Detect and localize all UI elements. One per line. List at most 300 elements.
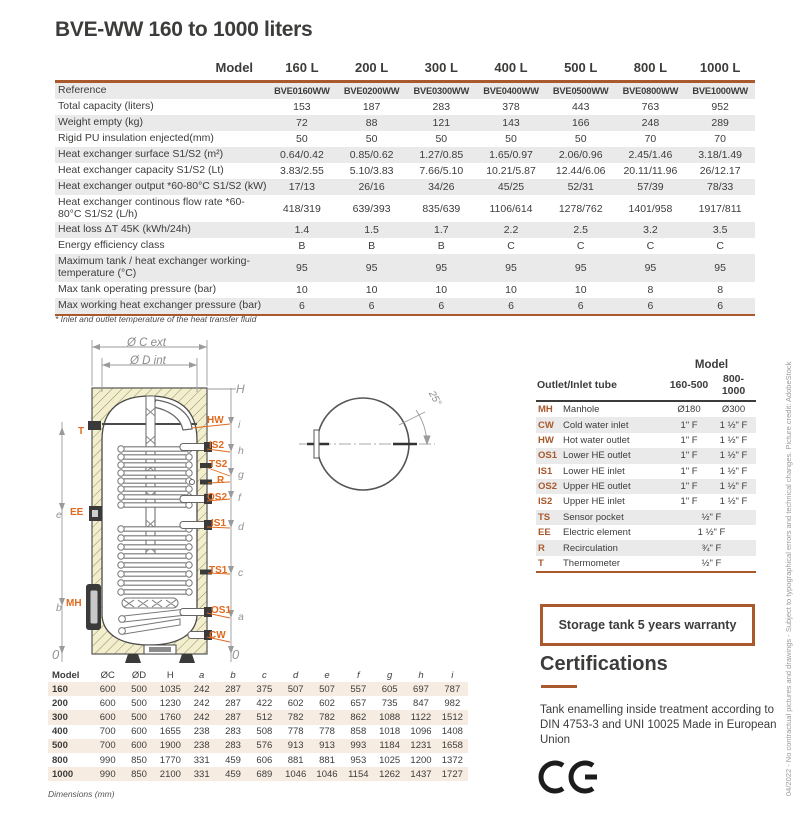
center-pipe [146,396,155,558]
spec-cell: 283 [432,100,451,113]
dims-cell: 787 [444,683,461,695]
dims-cell: 990 [99,754,116,766]
coil-row [118,478,192,484]
dims-row [48,710,468,724]
dims-cell: 1727 [441,768,463,780]
tube-code: OS2 [538,481,558,493]
dims-header-h: h [418,669,424,681]
spec-row [55,131,755,147]
spec-row [55,298,755,315]
side-note: 04/2022 - No contractual pictures and drawings - Subject to typographical errors and technical changes. Picture credit: AdobeStock [784,361,793,796]
spec-cell: 95 [296,262,308,274]
tube-value-2: 1 ½" F [719,450,748,462]
tube-row [536,540,756,555]
port-label-os1: OS1 [211,605,232,616]
coil-row [118,553,192,559]
spec-cell: 45/25 [497,180,525,193]
dims-cell: 993 [350,740,367,752]
dims-cell: 508 [256,726,273,738]
spec-row [55,99,755,115]
spec-cell: 95 [644,262,657,274]
spec-cell: 10 [365,283,378,296]
dims-cell: 1096 [410,726,432,738]
tube-code: TS [538,511,551,523]
spec-cell: 2.5 [573,224,589,237]
dims-header-ØD: ØD [131,669,147,681]
dims-cell: 242 [193,683,210,695]
spec-row-label: Heat exchanger capacity S1/S2 (Lt) [58,163,224,176]
tube-label: Recirculation [563,542,618,554]
dims-cell: 1512 [441,711,463,723]
dim-letter-h: h [238,445,244,457]
dims-cell: 459 [225,754,241,766]
dims-header-e: e [324,669,330,681]
tube-col1-header: Outlet/Inlet tube [536,372,667,401]
coil-row [118,470,192,476]
spec-cell: BVE0160WW [274,85,330,96]
port-label-is2: IS2 [209,440,225,451]
tube-value-1: 1" F [680,465,698,477]
dims-cell: 507 [319,683,335,695]
dims-header-Model: Model [52,669,80,681]
dims-cell: 512 [256,711,273,723]
spec-cell: B [437,240,445,253]
tube-code: OS1 [538,450,558,462]
angle-label: 25° [426,389,444,408]
dims-header-i: i [451,669,454,681]
dims-cell: 375 [256,683,273,695]
spec-row-label: Maximum tank / heat exchanger working-temperature (°C) [58,255,250,279]
dims-cell: 1262 [379,768,401,780]
dims-cell: 238 [193,740,210,752]
dims-cell: 697 [413,683,429,695]
dims-cell: 576 [256,740,273,752]
spec-model-col-6: 1000 L [699,60,741,75]
dimensions-footnote: Dimensions (mm) [48,789,115,799]
spec-cell: 17/13 [288,180,316,193]
spec-row-label: Weight empty (kg) [58,115,143,128]
tube-code: EE [538,527,551,539]
spec-row [55,147,755,163]
manhole-cover [90,590,98,624]
dims-cell: 283 [225,740,241,752]
coil-row [118,580,192,586]
spec-row [55,238,755,254]
dims-cell: 782 [319,711,335,723]
spec-cell: 26/12.17 [699,164,741,177]
dims-cell: 862 [350,711,367,723]
port-label-ts2: TS2 [209,459,228,470]
spec-cell: 50 [435,132,448,145]
dims-cell: 850 [131,754,147,766]
spec-row-label: Total capacity (liters) [58,99,154,112]
spec-cell: 50 [296,132,308,145]
port-label-hw: HW [207,415,224,426]
tube-label: Upper HE outlet [563,481,631,493]
dims-cell: 990 [99,768,116,780]
tank-top-view-diagram [295,368,445,513]
tube-row [536,417,756,432]
spec-cell: 835/639 [422,202,461,215]
tube-col2-header: 160-500 [667,372,711,401]
tube-value-1: 1" F [680,496,698,508]
spec-cell: 50 [574,132,587,145]
spec-cell: 3.83/2.55 [280,164,324,177]
spec-model-col-2: 300 L [424,60,458,75]
tube-model-row [536,358,756,372]
tube-span-value: 1 ½" F [697,527,726,539]
spec-cell: 6 [717,299,724,312]
dims-cell: 331 [193,754,210,766]
port-label-t: T [78,426,85,437]
tube-row [536,556,756,572]
spec-row [55,282,755,298]
angle-annotation [399,410,430,444]
dims-cell: 331 [193,768,210,780]
spec-cell: 72 [296,116,308,129]
spec-cell: 1.65/0.97 [489,148,533,161]
tube-label: Upper HE inlet [563,496,625,508]
dims-cell: 459 [225,768,241,780]
spec-cell: C [576,240,585,253]
tube-label: Electric element [563,527,631,539]
dims-cell: 847 [413,697,429,709]
tube-row [536,479,756,494]
spec-cell: BVE0300WW [413,85,470,96]
spec-cell: 443 [571,100,590,113]
dims-cell: 600 [99,697,116,709]
dims-cell: 1122 [410,711,432,723]
spec-row-label: Max tank operating pressure (bar) [58,282,217,295]
dims-cell: 242 [193,697,210,709]
tube-row [536,464,756,479]
spec-cell: 418/319 [282,202,321,215]
dims-header-a: a [199,669,205,681]
spec-cell: 50 [365,132,378,145]
coil-row [118,571,192,577]
spec-cell: 6 [438,299,445,312]
dimensions-table [48,668,468,781]
coil-row [118,502,192,508]
tube-span-value: ½" F [701,511,722,523]
dims-cell: 735 [381,697,398,709]
dims-cell: 850 [131,768,147,780]
dims-header-row [48,668,468,682]
dims-row [48,739,468,753]
spec-cell: 7.66/5.10 [419,164,464,177]
top-view-stub [314,430,319,458]
spec-cell: 95 [574,262,587,274]
spec-cell: 26/16 [358,180,385,193]
dim-c-ext-label: Ø C ext [127,337,166,349]
spec-row-label: Reference [58,84,107,96]
dims-cell: 858 [350,726,367,738]
ce-mark-icon [538,758,600,796]
tube-value-2: 1 ½" F [719,434,748,446]
spec-cell: 1.7 [434,224,449,237]
coil-row [118,454,192,460]
spec-model-col-0: 160 L [285,60,319,75]
spec-cell: 952 [711,100,729,113]
spec-cell: 52/31 [567,180,594,193]
dim-letter-e: e [56,509,62,521]
dims-cell: 422 [256,697,273,709]
spec-cell: 1.5 [364,224,379,237]
dims-cell: 1231 [410,740,432,752]
dims-header-b: b [230,669,236,681]
tube-value-1: 1" F [680,419,698,431]
tube-model-spacer [536,358,667,372]
spec-model-col-4: 500 L [564,60,598,75]
dims-row [48,767,468,781]
spec-row-label: Energy efficiency class [58,239,165,252]
port-label-mh: MH [66,598,82,609]
spec-cell: 3.2 [643,224,658,237]
dims-cell: 600 [99,683,116,695]
dims-header-g: g [387,669,393,681]
spec-cell: 10 [296,283,308,296]
dim-letter-d: d [238,521,244,533]
coil-row [118,535,192,541]
dims-cell: 557 [350,683,367,695]
spec-model-col-1: 200 L [354,60,389,75]
dim-letter-c: c [238,567,244,579]
tube-label: Manhole [563,404,600,416]
dims-cell: 1655 [159,726,181,738]
tube-label: Cold water inlet [563,419,629,431]
spec-cell: 166 [571,116,590,129]
spec-cell: C [646,240,655,253]
dims-cell: 1760 [159,711,181,723]
tube-code: T [538,557,544,569]
dims-cell: 1770 [159,754,181,766]
dims-cell: 1154 [348,768,369,780]
dims-header-H: H [166,669,174,681]
spec-cell: BVE0200WW [343,85,400,96]
spec-table [55,56,755,316]
dims-cell: 1408 [441,726,463,738]
spec-cell: 378 [502,100,520,113]
tube-value-2: 1 ½" F [719,419,748,431]
spec-cell: 5.10/3.83 [349,164,394,177]
spec-cell: 187 [362,100,381,113]
spec-cell: C [507,240,515,253]
spec-cell: 88 [365,116,378,129]
spec-cell: 70 [714,132,726,145]
tube-code: R [538,542,545,554]
tube-value-2: 1 ½" F [719,465,748,477]
electric-element-center [92,510,98,517]
dims-cell: 507 [287,683,304,695]
dims-header-f: f [357,669,360,681]
dims-cell: 1200 [410,754,432,766]
spec-cell: 763 [641,100,660,113]
tube-value-1: 1" F [680,434,698,446]
tube-value-1: 1" F [680,450,698,462]
page-title: BVE-WW 160 to 1000 liters [55,18,313,41]
dims-cell: 600 [131,740,147,752]
tube-row [536,448,756,463]
coil-row [118,462,192,468]
spec-row [55,179,755,195]
dims-cell: 1230 [159,697,181,709]
spec-row-label: Heat loss ΔT 45K (kWh/24h) [58,223,191,236]
certifications-body: Tank enamelling inside treatment according to DIN 4753-3 and UNI 10025 Made in European Union [540,704,777,747]
dims-cell: 500 [131,697,147,709]
spec-row [55,163,755,179]
spec-cell: 639/393 [352,202,391,215]
dims-cell: 238 [193,726,210,738]
spec-cell: B [368,240,376,253]
spec-row [55,115,755,131]
tube-row [536,494,756,509]
port-label-os2: OS2 [207,492,228,503]
tube-row [536,510,756,525]
dims-row [48,725,468,739]
spec-cell: 3.18/1.49 [698,148,743,161]
spec-cell: BVE0400WW [483,85,539,96]
dims-cell: 657 [350,697,367,709]
spec-cell: 6 [368,299,375,312]
tube-label: Hot water outlet [563,434,630,446]
port-label-cw: CW [209,630,226,641]
tube-col3-header: 800-1000 [711,372,756,401]
spec-cell: 34/26 [428,180,455,193]
spec-cell: 95 [365,262,378,274]
dims-cell: 1046 [285,768,307,780]
spec-cell: 3.5 [712,224,728,237]
spec-cell: 143 [502,116,520,129]
dims-cell: 1035 [159,683,181,695]
port-label-r: R [217,475,225,486]
spec-cell: 1.27/0.85 [419,148,464,161]
spec-cell: BVE0500WW [552,85,609,96]
tube-code: HW [538,434,554,446]
dims-cell: 881 [287,754,304,766]
spec-model-col-5: 800 L [633,60,668,75]
spec-cell: 2.06/0.96 [558,148,603,161]
dims-cell: 1437 [410,768,432,780]
spec-cell: 50 [505,132,517,145]
spec-row-label: Rigid PU insulation enjected(mm) [58,131,214,144]
tube-code: IS1 [538,465,553,477]
spec-cell: 2.45/1.46 [628,148,673,161]
thermometer-stub [88,421,101,430]
spec-cell: 70 [644,132,657,145]
spec-cell: 121 [432,116,451,129]
tube-value-2: 1 ½" F [719,496,748,508]
spec-cell: 8 [647,283,654,296]
spec-cell: 78/33 [706,180,734,193]
tube-code: IS2 [538,496,553,508]
spec-cell: 289 [711,116,729,129]
dims-cell: 800 [52,754,68,766]
dims-cell: 605 [381,683,398,695]
spec-cell: C [716,240,724,253]
spec-table-footnote: * Inlet and outlet temperature of the heat transfer fluid [55,314,257,324]
dims-header-c: c [261,669,267,681]
dims-cell: 1025 [379,754,401,766]
dims-header-d: d [293,669,299,681]
spec-row [55,254,755,282]
spec-row-label: Heat exchanger continous flow rate *60-80°C S1/S2 (L/h) [58,195,245,220]
certifications-underline [541,685,577,688]
tube-code: CW [538,419,554,431]
spec-cell: 10 [435,283,448,296]
spec-cell: 12.44/6.06 [555,164,606,177]
dims-cell: 782 [287,711,304,723]
spec-cell: 95 [435,262,448,274]
dims-cell: 287 [225,711,241,723]
dims-cell: 778 [319,726,335,738]
dims-cell: 300 [52,711,68,723]
spec-model-header: Model [215,60,254,75]
dims-cell: 600 [99,711,116,723]
dims-row [48,682,468,696]
spec-cell: 1106/614 [489,202,533,215]
spec-cell: 6 [298,299,305,312]
dims-cell: 287 [225,683,241,695]
spec-cell: 1917/811 [698,202,742,215]
dims-row [48,753,468,767]
spec-cell: 10 [574,283,587,296]
dims-cell: 1900 [159,740,181,752]
spec-cell: BVE1000WW [692,85,748,96]
spec-row [55,222,755,238]
coil-row [118,589,192,595]
spec-cell: 0.64/0.42 [280,148,324,161]
spec-cell: 248 [641,116,660,129]
dim-letter-a: a [238,611,244,623]
tube-span-value: ½" F [701,557,722,569]
certifications-heading: Certifications [540,653,668,675]
spec-cell: 10 [505,283,517,296]
port-label-ts1: TS1 [209,565,228,576]
tube-value-2: Ø300 [721,404,746,416]
dims-cell: 600 [131,726,147,738]
tube-code: MH [538,404,553,416]
spec-model-col-3: 400 L [494,60,528,75]
spec-row [55,82,755,99]
tube-value-1: Ø180 [677,404,701,416]
tube-row [536,433,756,448]
spec-cell: 1.4 [294,224,310,237]
tube-label: Thermometer [563,557,621,569]
spec-cell: 2.2 [503,224,519,237]
dims-cell: 400 [52,726,68,738]
spec-cell: 95 [714,262,726,274]
coil-row [118,544,192,550]
dims-cell: 700 [99,740,116,752]
dims-cell: 1018 [379,726,401,738]
dims-cell: 287 [225,697,241,709]
dims-cell: 2100 [159,768,181,780]
spec-cell: 153 [293,100,311,113]
tube-header-row [536,372,756,401]
tube-row [536,401,756,417]
spec-row-label: Heat exchanger output *60-80°C S1/S2 (kW) [58,179,267,192]
dim-letter-H: H [236,382,245,396]
tube-label: Sensor pocket [563,511,624,523]
spec-table-header-row [55,56,755,82]
spec-row [55,195,755,223]
dims-cell: 700 [99,726,116,738]
dims-cell: 1184 [379,740,400,752]
spec-cell: 0.85/0.62 [349,148,394,161]
dims-cell: 602 [287,697,304,709]
dim-letter-f: f [238,492,241,504]
dim-zero-right: 0 [232,647,240,662]
